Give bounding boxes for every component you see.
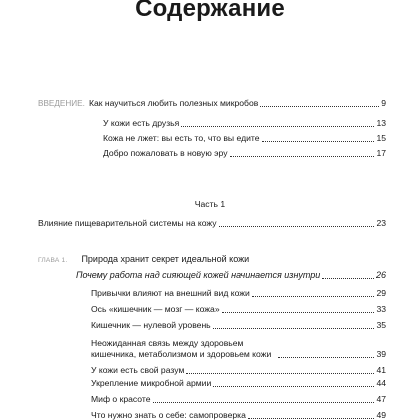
toc-entry-page: 17 <box>376 148 386 158</box>
toc-entry-page: 23 <box>376 218 386 228</box>
chapter-title: Природа хранит секрет идеальной кожи <box>81 254 250 264</box>
toc-entry-label: Укрепление микробной армии <box>91 378 212 388</box>
toc-entry-label: Как научиться любить полезных микробов <box>88 98 259 108</box>
toc-entry[interactable] <box>91 288 386 299</box>
toc-entry[interactable] <box>103 148 386 159</box>
toc-entry-page: 44 <box>376 378 386 388</box>
dot-leader <box>213 328 375 329</box>
toc-entry[interactable] <box>91 338 386 360</box>
dot-leader <box>252 296 375 297</box>
part-heading: Часть 1 <box>194 199 226 209</box>
toc-entry-label: Добро пожаловать в новую эру <box>103 148 228 158</box>
toc-entry[interactable] <box>91 365 386 376</box>
dot-leader <box>230 156 375 157</box>
chapter-heading[interactable] <box>38 254 386 266</box>
toc-entry[interactable] <box>91 378 386 389</box>
dot-leader <box>260 106 379 107</box>
toc-entry-part1[interactable] <box>38 218 386 229</box>
chapter-prefix: ГЛАВА 1. <box>38 257 68 264</box>
toc-entry[interactable] <box>91 410 386 420</box>
toc-entry[interactable] <box>91 320 386 331</box>
toc-entry-page: 39 <box>376 349 386 359</box>
dot-leader <box>219 226 375 227</box>
toc-entry-page: 26 <box>375 270 386 280</box>
toc-entry-intro[interactable] <box>38 98 386 109</box>
dot-leader <box>186 373 374 374</box>
toc-entry-page: 9 <box>381 98 386 108</box>
toc-entry-label: Почему работа над сияющей кожей начинается изнутри <box>76 270 321 280</box>
toc-entry-label: Кожа не лжет: вы есть то, что вы едите <box>103 133 260 143</box>
toc-entry-page: 33 <box>376 304 386 314</box>
toc-entry[interactable] <box>103 133 386 144</box>
toc-entry-page: 41 <box>376 365 386 375</box>
toc-entry-page: 49 <box>376 410 386 420</box>
toc-entry-page: 15 <box>376 133 386 143</box>
dot-leader <box>278 357 374 358</box>
toc-entry-label: Влияние пищеварительной системы на кожу <box>38 218 217 228</box>
toc-entry-label: Кишечник — нулевой уровень <box>91 320 211 330</box>
toc-subsection[interactable] <box>76 270 386 281</box>
toc-entry[interactable] <box>91 304 386 315</box>
intro-prefix: ВВЕДЕНИЕ. <box>38 99 85 108</box>
page-title: Содержание <box>135 0 285 22</box>
dot-leader <box>262 141 375 142</box>
dot-leader <box>222 312 375 313</box>
toc-entry[interactable] <box>91 394 386 405</box>
toc-entry-page: 29 <box>376 288 386 298</box>
toc-entry-label: Ось «кишечник — мозг — кожа» <box>91 304 220 314</box>
toc-entry-label: Неожиданная связь между здоровьем кишечника, метаболизмом и здоровьем кожи <box>91 338 272 359</box>
toc-entry-label: Привычки влияют на внешний вид кожи <box>91 288 250 298</box>
toc-entry-label: Миф о красоте <box>91 394 151 404</box>
toc-entry-label: Что нужно знать о себе: самопроверка <box>91 410 246 420</box>
toc-entry-page: 35 <box>376 320 386 330</box>
toc-entry-label: У кожи есть свой разум <box>91 365 185 375</box>
toc-entry-page: 47 <box>376 394 386 404</box>
dot-leader <box>248 418 375 419</box>
dot-leader <box>153 402 375 403</box>
dot-leader <box>181 126 374 127</box>
dot-leader <box>213 386 374 387</box>
toc-entry[interactable] <box>103 118 386 129</box>
dot-leader <box>322 278 374 279</box>
toc-entry-label: У кожи есть друзья <box>103 118 180 128</box>
toc-entry-page: 13 <box>376 118 386 128</box>
